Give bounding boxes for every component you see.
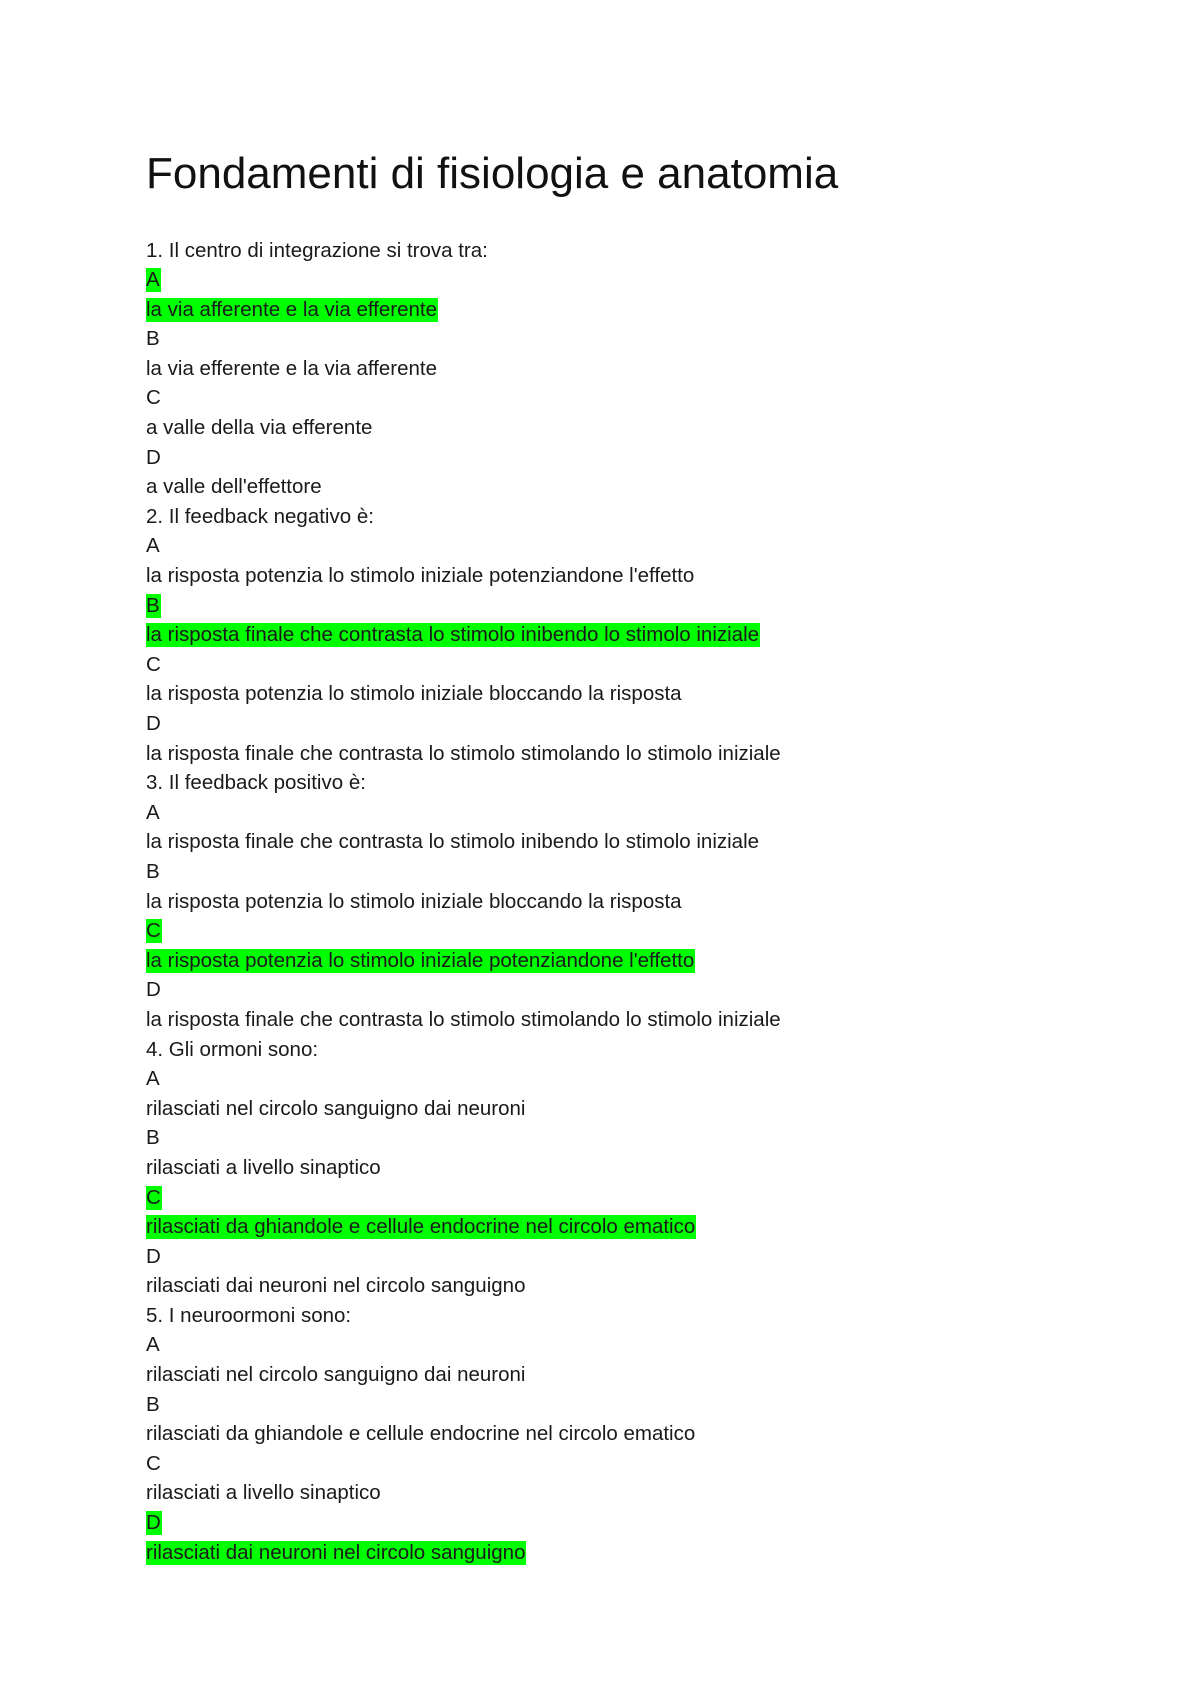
correct-option-letter	[146, 265, 1146, 295]
option-answer-text: rilasciati da ghiandole e cellule endocrine nel circolo ematico	[146, 1215, 696, 1239]
correct-option-letter	[146, 591, 1146, 621]
option-letter-text: D	[146, 1511, 161, 1535]
option-answer	[146, 1360, 1146, 1390]
option-letter-text: C	[146, 1185, 161, 1209]
option-answer-text: la via efferente e la via afferente	[146, 356, 437, 380]
option-letter	[146, 1390, 1146, 1420]
option-letter-text: C	[146, 386, 161, 410]
option-letter-text: C	[146, 1451, 161, 1475]
correct-option-letter	[146, 1508, 1146, 1538]
option-answer-text: la risposta finale che contrasta lo stimolo stimolando lo stimolo iniziale	[146, 1007, 781, 1031]
option-answer	[146, 354, 1146, 384]
option-answer	[146, 472, 1146, 502]
option-letter-text: A	[146, 1333, 160, 1357]
question-text	[146, 1035, 1146, 1065]
option-letter-text: B	[146, 1392, 160, 1416]
correct-option-answer	[146, 1212, 1146, 1242]
option-answer	[146, 739, 1146, 769]
option-letter-text: B	[146, 327, 160, 351]
correct-option-answer	[146, 295, 1146, 325]
quiz-list	[146, 236, 1146, 1568]
option-letter-text: A	[146, 268, 160, 292]
correct-option-answer	[146, 1538, 1146, 1568]
option-answer-text: la risposta finale che contrasta lo stimolo inibendo lo stimolo iniziale	[146, 623, 760, 647]
option-answer-text: rilasciati nel circolo sanguigno dai neuroni	[146, 1096, 526, 1120]
option-letter	[146, 1123, 1146, 1153]
option-letter	[146, 383, 1146, 413]
option-letter-text: D	[146, 978, 161, 1002]
option-answer-text: la risposta finale che contrasta lo stimolo stimolando lo stimolo iniziale	[146, 741, 781, 765]
option-letter	[146, 1064, 1146, 1094]
option-letter-text: B	[146, 859, 160, 883]
option-letter	[146, 709, 1146, 739]
option-answer	[146, 1419, 1146, 1449]
option-letter-text: A	[146, 1067, 160, 1091]
option-answer-text: la via afferente e la via efferente	[146, 297, 437, 321]
question-label: 3. Il feedback positivo è:	[146, 771, 366, 795]
correct-option-letter	[146, 1183, 1146, 1213]
question-text	[146, 1301, 1146, 1331]
option-letter	[146, 531, 1146, 561]
option-answer-text: la risposta finale che contrasta lo stimolo inibendo lo stimolo iniziale	[146, 830, 760, 854]
option-answer	[146, 679, 1146, 709]
option-letter	[146, 443, 1146, 473]
option-letter	[146, 1242, 1146, 1272]
correct-option-answer	[146, 620, 1146, 650]
option-letter-text: B	[146, 593, 160, 617]
option-answer-text: a valle della via efferente	[146, 416, 373, 440]
option-answer	[146, 827, 1146, 857]
document-title: Fondamenti di fisiologia e anatomia	[146, 149, 839, 198]
option-answer-text: la risposta potenzia lo stimolo iniziale bloccando la risposta	[146, 682, 682, 706]
option-answer	[146, 887, 1146, 917]
question-label: 4. Gli ormoni sono:	[146, 1037, 319, 1061]
option-letter-text: D	[146, 1244, 161, 1268]
option-letter-text: A	[146, 800, 160, 824]
option-answer-text: la risposta potenzia lo stimolo iniziale potenziandone l'effetto	[146, 948, 695, 972]
option-answer	[146, 1478, 1146, 1508]
question-label: 1. Il centro di integrazione si trova tra:	[146, 238, 488, 262]
option-letter	[146, 975, 1146, 1005]
option-letter	[146, 324, 1146, 354]
option-letter	[146, 798, 1146, 828]
option-answer-text: la risposta potenzia lo stimolo iniziale bloccando la risposta	[146, 889, 682, 913]
option-answer-text: rilasciati a livello sinaptico	[146, 1481, 381, 1505]
correct-option-answer	[146, 946, 1146, 976]
option-answer-text: a valle dell'effettore	[146, 475, 322, 499]
option-answer	[146, 1153, 1146, 1183]
option-letter-text: C	[146, 652, 161, 676]
option-letter	[146, 1330, 1146, 1360]
question-text	[146, 768, 1146, 798]
correct-option-letter	[146, 916, 1146, 946]
option-letter-text: C	[146, 919, 161, 943]
option-answer-text: rilasciati da ghiandole e cellule endocrine nel circolo ematico	[146, 1422, 696, 1446]
option-letter-text: A	[146, 534, 160, 558]
option-letter-text: B	[146, 1126, 160, 1150]
option-letter-text: D	[146, 445, 161, 469]
option-letter	[146, 1449, 1146, 1479]
question-label: 5. I neuroormoni sono:	[146, 1303, 352, 1327]
option-answer-text: rilasciati nel circolo sanguigno dai neuroni	[146, 1363, 526, 1387]
option-answer-text: rilasciati dai neuroni nel circolo sanguigno	[146, 1540, 526, 1564]
option-letter-text: D	[146, 712, 161, 735]
option-answer-text: rilasciati dai neuroni nel circolo sanguigno	[146, 1274, 526, 1298]
question-text	[146, 502, 1146, 532]
option-answer	[146, 1271, 1146, 1301]
option-letter	[146, 650, 1146, 680]
option-answer	[146, 1094, 1146, 1124]
option-answer	[146, 413, 1146, 443]
option-letter	[146, 857, 1146, 887]
option-answer	[146, 561, 1146, 591]
question-text	[146, 236, 1146, 266]
question-label: 2. Il feedback negativo è:	[146, 504, 374, 528]
option-answer	[146, 1005, 1146, 1035]
option-answer-text: la risposta potenzia lo stimolo iniziale potenziandone l'effetto	[146, 564, 695, 588]
option-answer-text: rilasciati a livello sinaptico	[146, 1155, 381, 1179]
